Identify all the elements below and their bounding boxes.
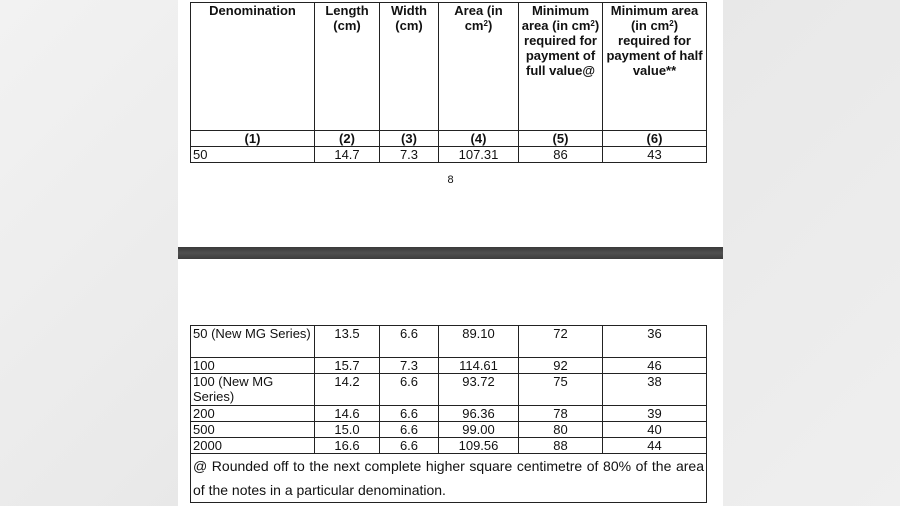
- cell-width: 6.6: [380, 406, 439, 422]
- cell-length: 14.7: [315, 147, 380, 163]
- cell-min-half: 39: [603, 406, 707, 422]
- cell-min-full: 72: [519, 326, 603, 358]
- cell-min-half: 38: [603, 374, 707, 406]
- cell-min-half: 43: [603, 147, 707, 163]
- cell-denomination: 50 (New MG Series): [191, 326, 315, 358]
- header-min-area-full: Minimum area (in $cm^2$) required for payment of full value@: [519, 3, 603, 131]
- cell-area: 109.56: [439, 438, 519, 454]
- cell-denomination: 100 (New MG Series): [191, 374, 315, 406]
- cell-length: 15.0: [315, 422, 380, 438]
- footnote-row: [191, 454, 707, 503]
- column-number-row: [191, 131, 707, 147]
- cell-min-full: 80: [519, 422, 603, 438]
- table-row: [191, 358, 707, 374]
- cell-area: 93.72: [439, 374, 519, 406]
- column-number: (5): [519, 131, 603, 147]
- document-page-bottom: [178, 259, 723, 506]
- column-number: (3): [380, 131, 439, 147]
- table-row: [191, 147, 707, 163]
- cell-area: 89.10: [439, 326, 519, 358]
- header-denomination: Denomination: [191, 3, 315, 131]
- cell-length: 16.6: [315, 438, 380, 454]
- cell-denomination: 2000: [191, 438, 315, 454]
- cell-denomination: 100: [191, 358, 315, 374]
- header-width: Width (cm): [380, 3, 439, 131]
- cell-denomination: 500: [191, 422, 315, 438]
- denomination-table-part2: [190, 325, 707, 503]
- cell-length: 13.5: [315, 326, 380, 358]
- cell-width: 6.6: [380, 422, 439, 438]
- cell-area: 96.36: [439, 406, 519, 422]
- table-row: [191, 406, 707, 422]
- header-row: [191, 3, 707, 131]
- cell-area: 99.00: [439, 422, 519, 438]
- cell-min-half: 46: [603, 358, 707, 374]
- column-number: (4): [439, 131, 519, 147]
- document-page-top: [178, 0, 723, 247]
- table-row: [191, 422, 707, 438]
- cell-min-full: 88: [519, 438, 603, 454]
- column-number: (1): [191, 131, 315, 147]
- table-row: [191, 374, 707, 406]
- cell-length: 14.2: [315, 374, 380, 406]
- table-row: [191, 326, 707, 358]
- cell-min-full: 92: [519, 358, 603, 374]
- table-row: [191, 438, 707, 454]
- header-area: Area (in $cm^2$): [439, 3, 519, 131]
- cell-denomination: 50: [191, 147, 315, 163]
- cell-length: 14.6: [315, 406, 380, 422]
- denomination-table-part1: [190, 2, 707, 163]
- cell-width: 6.6: [380, 326, 439, 358]
- column-number: (2): [315, 131, 380, 147]
- footnote: @ Rounded off to the next complete higher square centimetre of 80% of the area of the notes in a particular denomination.: [191, 454, 707, 503]
- cell-min-half: 40: [603, 422, 707, 438]
- cell-min-half: 44: [603, 438, 707, 454]
- cell-area: 107.31: [439, 147, 519, 163]
- cell-width: 7.3: [380, 147, 439, 163]
- cell-min-full: 75: [519, 374, 603, 406]
- cell-denomination: 200: [191, 406, 315, 422]
- page-separator: [178, 247, 723, 259]
- cell-width: 7.3: [380, 358, 439, 374]
- column-number: (6): [603, 131, 707, 147]
- cell-length: 15.7: [315, 358, 380, 374]
- cell-width: 6.6: [380, 374, 439, 406]
- cell-min-full: 86: [519, 147, 603, 163]
- cell-min-half: 36: [603, 326, 707, 358]
- cell-area: 114.61: [439, 358, 519, 374]
- page-number: 8: [447, 174, 454, 186]
- cell-min-full: 78: [519, 406, 603, 422]
- cell-width: 6.6: [380, 438, 439, 454]
- header-length: Length (cm): [315, 3, 380, 131]
- header-min-area-half: Minimum area (in $cm^2$) required for payment of half value**: [603, 3, 707, 131]
